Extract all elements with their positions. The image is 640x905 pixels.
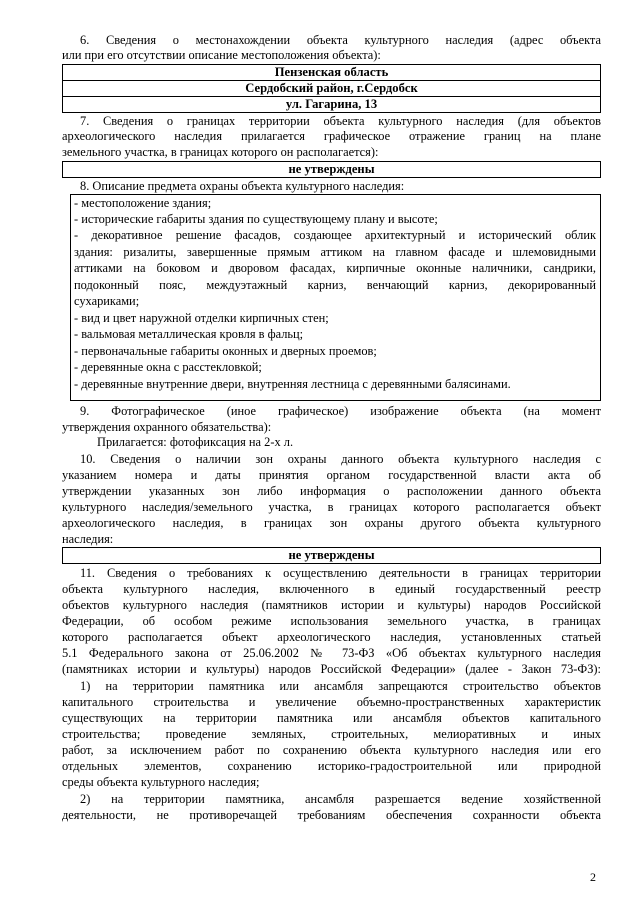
s10-line-1: 10. Сведения о наличии зон охраны данного объекта культурного наследия с bbox=[80, 452, 601, 466]
s10-status-cell: не утверждены bbox=[62, 547, 601, 564]
s6-line-2: или при его отсутствии описание местоположения объекта): bbox=[62, 48, 381, 62]
s11-line: которого располагается объект археологического наследия, установленных статьей bbox=[62, 630, 601, 644]
s10-line-2: указанием номера и даты принятия органом государственной власти акта об bbox=[62, 468, 601, 482]
s8-item: - местоположение здания; bbox=[74, 196, 212, 210]
s7-line-2: археологического наследия прилагается графическое отражение границ на плане bbox=[62, 129, 601, 143]
s11-line: работ, за исключением работ по сохранению объекта культурного наследия или его bbox=[62, 743, 601, 757]
s8-item: - декоративное решение фасадов, создающее архитектурный и исторический облик bbox=[74, 228, 596, 242]
s7-status-cell: не утверждены bbox=[62, 161, 601, 178]
s10-line-4: культурного наследия/земельного участка, в границах которого располагается объект bbox=[62, 500, 601, 514]
s9-line-3: Прилагается: фотофиксация на 2-х л. bbox=[97, 435, 294, 449]
s9-line-2: утверждения охранного обязательства): bbox=[62, 420, 272, 434]
s8-item: подоконный пояс, междуэтажный карниз, венчающий карниз, декорированный bbox=[74, 278, 596, 292]
s11-line: отдельных элементов, сохранению историко-градостроительной или природной bbox=[62, 759, 601, 773]
s8-item: сухариками; bbox=[74, 294, 140, 308]
s8-item: - вид и цвет наружной отделки кирпичных стен; bbox=[74, 311, 329, 325]
s9-line-1: 9. Фотографическое (иное графическое) изображение объекта (на момент bbox=[80, 404, 601, 418]
s11-line: 2) на территории памятника, ансамбля разрешается ведение хозяйственной bbox=[80, 792, 601, 806]
address-district-cell: Сердобский район, г.Сердобск bbox=[62, 80, 601, 97]
s11-line: объектов культурного наследия (памятников истории и культуры) народов Российской bbox=[62, 598, 601, 612]
s11-line: среды объекта культурного наследия; bbox=[62, 775, 260, 789]
s7-line-1: 7. Сведения о границах территории объекта культурного наследия (для объектов bbox=[80, 114, 601, 128]
address-street-cell: ул. Гагарина, 13 bbox=[62, 96, 601, 113]
s11-line: 1) на территории памятника или ансамбля запрещаются строительство объектов bbox=[80, 679, 601, 693]
s11-line: строительства; проведение земляных, строительных, мелиоративных и иных bbox=[62, 727, 601, 741]
s8-item: - деревянные внутренние двери, внутренняя лестница с деревянными балясинами. bbox=[74, 377, 511, 391]
s11-line: существующих на территории памятника или ансамбля объектов капитального bbox=[62, 711, 601, 725]
s8-title: 8. Описание предмета охраны объекта культурного наследия: bbox=[80, 179, 405, 193]
s11-line: 11. Сведения о требованиях к осуществлению деятельности в границах территории bbox=[80, 566, 601, 580]
s11-line: (памятниках истории и культуры) народов Российской Федерации» (далее - Закон 73-ФЗ): bbox=[62, 662, 601, 676]
s8-item: аттиками на боковом и дворовом фасадах, кирпичные оконные наличники, сандрики, bbox=[74, 261, 596, 275]
page-number: 2 bbox=[590, 870, 596, 884]
s8-item: - деревянные окна с расстекловкой; bbox=[74, 360, 262, 374]
s7-line-3: земельного участка, в границах которого он располагается): bbox=[62, 145, 379, 159]
address-region-cell: Пензенская область bbox=[62, 64, 601, 81]
s8-item: - первоначальные габариты оконных и дверных проемов; bbox=[74, 344, 377, 358]
s11-line: 5.1 Федерального закона от 25.06.2002 № 73-ФЗ «Об объектах культурного наследия bbox=[62, 646, 601, 660]
s8-item: здания: ризалиты, завершенные прямым аттиком на главном фасаде и шлемовидными bbox=[74, 245, 596, 259]
s10-line-6: наследия: bbox=[62, 532, 114, 546]
s10-line-3: утверждении указанных зон либо информация о расположении данного объекта bbox=[62, 484, 601, 498]
s11-line: деятельности, не противоречащей требованиям обеспечения сохранности объекта bbox=[62, 808, 601, 822]
s8-item: - исторические габариты здания по существующему плану и высоте; bbox=[74, 212, 438, 226]
s10-line-5: археологического наследия, в границах зон охраны другого объекта культурного bbox=[62, 516, 601, 530]
s11-line: объекта культурного наследия, включенного в единый государственный реестр bbox=[62, 582, 601, 596]
s8-item: - вальмовая металлическая кровля в фальц; bbox=[74, 327, 304, 341]
s11-line: Федерации, об особом режиме использования земельного участка, в границах bbox=[62, 614, 601, 628]
s11-line: капитального строительства и увеличение объемно-пространственных характеристик bbox=[62, 695, 601, 709]
s6-line-1: 6. Сведения о местонахождении объекта культурного наследия (адрес объекта bbox=[80, 33, 601, 47]
